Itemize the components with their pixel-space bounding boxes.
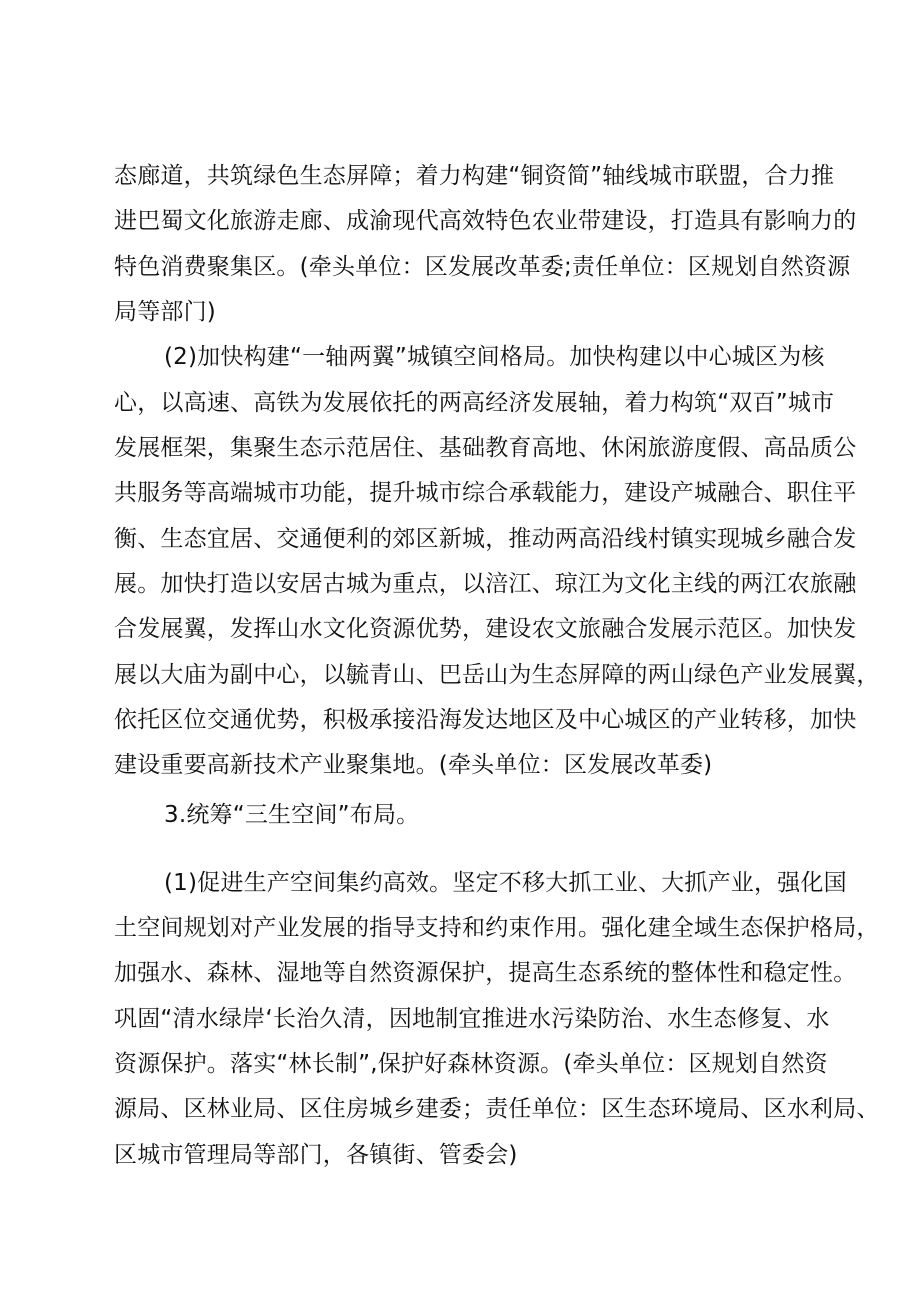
body-text-line: 建设重要高新技术产业聚集地。(牵头单位：区发展改革委) [114, 752, 713, 778]
body-text-line: 依托区位交通优势，积极承接沿海发达地区及中心城区的产业转移，加快 [114, 707, 857, 733]
body-text-line: 合发展翼，发挥山水文化资源优势，建设农文旅融合发展示范区。加快发 [114, 616, 857, 642]
body-text-line: 展。加快打造以安居古城为重点，以涪江、琼江为文化主线的两江农旅融 [114, 571, 857, 597]
body-text-line: 局等部门) [114, 299, 216, 325]
body-text-line: 共服务等高端城市功能，提升城市综合承载能力，建设产城融合、职住平 [114, 480, 857, 506]
body-text-line: 巩固“清水绿岸‘长治久清，因地制宜推进水污染防治、水生态修复、水 [114, 1006, 830, 1032]
body-text-line: 区城市管理局等部门，各镇街、管委会) [114, 1142, 518, 1168]
section-heading: 3.统筹“三生空间”布局。 [164, 802, 420, 828]
body-text-line: 态廊道，共筑绿色生态屏障；着力构建“铜资简”轴线城市联盟，合力推 [114, 163, 835, 189]
body-text-line: 展以大庙为副中心，以毓青山、巴岳山为生态屏障的两山绿色产业发展翼， [114, 662, 880, 688]
body-text-line: 发展框架，集聚生态示范居住、基础教育高地、休闲旅游度假、高品质公 [114, 435, 857, 461]
body-text-line: 特色消费聚集区。(牵头单位：区发展改革委;责任单位：区规划自然资源 [114, 254, 851, 280]
body-text-line: 资源保护。落实“林长制”,保护好森林资源。(牵头单位：区规划自然资 [114, 1051, 828, 1077]
body-text-line: 土空间规划对产业发展的指导支持和约束作用。强化建全域生态保护格局， [114, 915, 880, 941]
body-text-line: (1)促进生产空间集约高效。坚定不移大抓工业、大抓产业，强化国 [164, 870, 847, 896]
body-text-line: 加强水、森林、湿地等自然资源保护，提高生态系统的整体性和稳定性。 [114, 960, 857, 986]
body-text-line: 衡、生态宜居、交通便利的郊区新城，推动两高沿线村镇实现城乡融合发 [114, 526, 857, 552]
body-text-line: (2)加快构建“一轴两翼”城镇空间格局。加快构建以中心城区为核 [164, 344, 825, 370]
body-text-line: 心，以高速、高铁为发展依托的两高经济发展轴，着力构筑“双百”城市 [114, 390, 835, 416]
body-text-line: 源局、区林业局、区住房城乡建委；责任单位：区生态环境局、区水利局、 [114, 1096, 880, 1122]
body-text-line: 进巴蜀文化旅游走廊、成渝现代高效特色农业带建设，打造具有影响力的 [114, 208, 857, 234]
